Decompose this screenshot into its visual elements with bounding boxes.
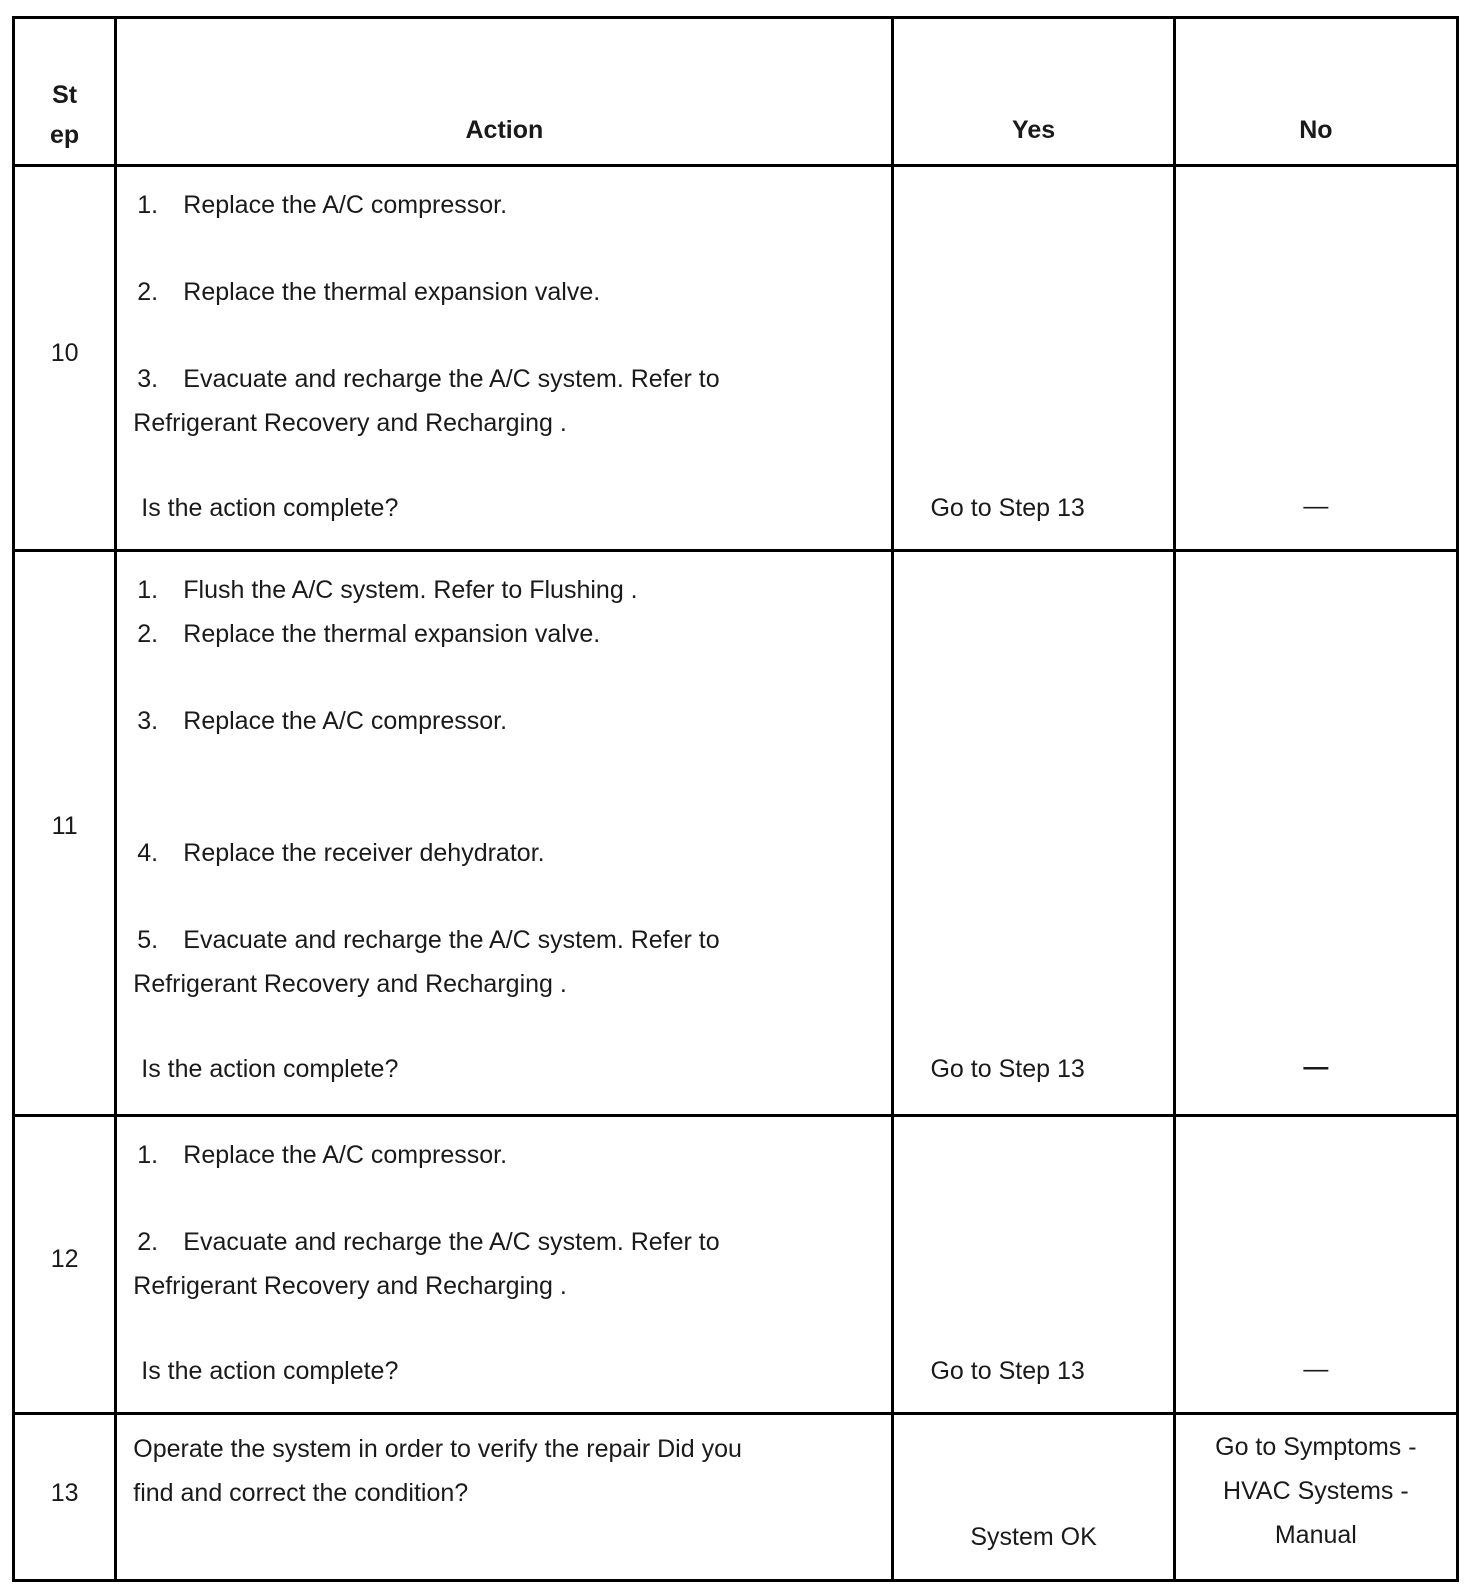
line-number: 1. bbox=[137, 1141, 159, 1170]
no-cell bbox=[1174, 165, 1457, 550]
line-number: 3. bbox=[137, 707, 159, 736]
header-action-label: Action bbox=[465, 116, 544, 144]
action-cell bbox=[116, 1116, 893, 1414]
table-row-step-10 bbox=[14, 165, 1458, 550]
action-line bbox=[133, 1228, 719, 1257]
header-step-line1: St bbox=[52, 81, 78, 109]
action-line bbox=[133, 1141, 507, 1170]
yes-answer: System OK bbox=[970, 1522, 1097, 1551]
yes-answer: Go to Step 13 bbox=[930, 493, 1085, 522]
action-line bbox=[133, 191, 507, 220]
header-yes bbox=[893, 18, 1174, 166]
no-answer: — bbox=[1303, 491, 1329, 520]
no-cell bbox=[1174, 1413, 1457, 1580]
action-line bbox=[133, 1272, 567, 1301]
yes-answer: Go to Step 13 bbox=[930, 1357, 1085, 1386]
action-cell bbox=[116, 165, 893, 550]
diagnostic-table bbox=[12, 16, 1459, 1582]
step-number: 10 bbox=[50, 338, 79, 367]
yes-answer: Go to Step 13 bbox=[930, 1055, 1085, 1084]
line-text: Replace the receiver dehydrator. bbox=[183, 839, 545, 868]
action-line bbox=[133, 278, 600, 307]
line-text: Flush the A/C system. Refer to Flushing . bbox=[183, 576, 638, 605]
line-number: 5. bbox=[137, 926, 159, 955]
step-cell bbox=[14, 551, 116, 1116]
action-cell bbox=[116, 551, 893, 1116]
line-text: find and correct the condition? bbox=[133, 1478, 469, 1507]
header-step-line2: ep bbox=[50, 121, 80, 149]
no-answer: — bbox=[1303, 1355, 1329, 1384]
line-text: Evacuate and recharge the A/C system. Refer to bbox=[183, 364, 720, 393]
table-row-step-12 bbox=[14, 1116, 1458, 1414]
line-text: Replace the A/C compressor. bbox=[183, 707, 508, 736]
line-text: Replace the thermal expansion valve. bbox=[183, 277, 601, 306]
header-row bbox=[14, 18, 1458, 166]
no-cell bbox=[1174, 1116, 1457, 1414]
action-line bbox=[133, 1479, 468, 1508]
line-text: Operate the system in order to verify the repair Did you bbox=[133, 1434, 742, 1463]
line-number: 1. bbox=[137, 576, 159, 605]
step-cell bbox=[14, 1116, 116, 1414]
line-text: Refrigerant Recovery and Recharging . bbox=[133, 970, 567, 999]
action-line bbox=[133, 365, 719, 394]
header-no bbox=[1174, 18, 1457, 166]
action-question: Is the action complete? bbox=[141, 1055, 399, 1084]
action-cell bbox=[116, 1413, 893, 1580]
action-line bbox=[133, 576, 637, 605]
header-step bbox=[14, 18, 116, 166]
header-no-label: No bbox=[1299, 116, 1333, 144]
line-number: 4. bbox=[137, 839, 159, 868]
line-text: Evacuate and recharge the A/C system. Refer to bbox=[183, 926, 720, 955]
yes-cell bbox=[893, 1413, 1174, 1580]
action-line bbox=[133, 707, 507, 736]
step-number: 11 bbox=[51, 812, 78, 841]
table-row-step-11 bbox=[14, 551, 1458, 1116]
no-answer: — bbox=[1303, 1053, 1329, 1082]
line-number: 3. bbox=[137, 364, 159, 393]
line-text: Replace the A/C compressor. bbox=[183, 190, 508, 219]
action-question: Is the action complete? bbox=[141, 1357, 399, 1386]
action-line bbox=[133, 620, 600, 649]
line-number: 2. bbox=[137, 620, 159, 649]
line-number: 1. bbox=[137, 190, 159, 219]
action-question: Is the action complete? bbox=[141, 493, 399, 522]
line-number: 2. bbox=[137, 277, 159, 306]
step-cell bbox=[14, 165, 116, 550]
no-answer bbox=[1176, 1425, 1456, 1557]
yes-cell bbox=[893, 551, 1174, 1116]
header-action bbox=[116, 18, 893, 166]
no-answer-line: Manual bbox=[1274, 1520, 1357, 1549]
line-text: Replace the A/C compressor. bbox=[183, 1141, 508, 1170]
line-text: Refrigerant Recovery and Recharging . bbox=[133, 1272, 567, 1301]
header-yes-label: Yes bbox=[1012, 116, 1056, 144]
action-line bbox=[133, 1435, 742, 1464]
step-number: 12 bbox=[50, 1245, 79, 1274]
action-line bbox=[133, 970, 567, 999]
no-answer-line: HVAC Systems - bbox=[1223, 1476, 1409, 1505]
no-cell bbox=[1174, 551, 1457, 1116]
step-number: 13 bbox=[50, 1478, 79, 1507]
table-row-step-13 bbox=[14, 1413, 1458, 1580]
action-line bbox=[133, 839, 544, 868]
action-line bbox=[133, 409, 567, 438]
line-text: Refrigerant Recovery and Recharging . bbox=[133, 408, 567, 437]
yes-cell bbox=[893, 1116, 1174, 1414]
yes-cell bbox=[893, 165, 1174, 550]
line-number: 2. bbox=[137, 1228, 159, 1257]
line-text: Evacuate and recharge the A/C system. Refer to bbox=[183, 1228, 720, 1257]
step-cell bbox=[14, 1413, 116, 1580]
action-line bbox=[133, 926, 719, 955]
no-answer-line: Go to Symptoms - bbox=[1215, 1432, 1417, 1461]
line-text: Replace the thermal expansion valve. bbox=[183, 620, 601, 649]
